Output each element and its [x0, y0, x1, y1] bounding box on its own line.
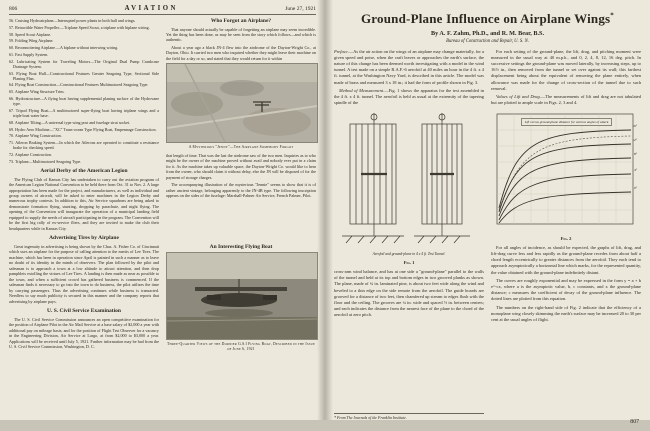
section-text: About a year ago a black JN-4 flew into the airdrome of the Dayton-Wright Co., at Dayton, Ohio. It carried two men who inquired whether they might leave their machine on the field for a day or so, and stated that they would return for it within: [166, 44, 316, 61]
column-spacer: [166, 201, 316, 240]
patent-list-item: 62. Lubricating System for Traveling Motors—The Original Dual Pump Crankcase Drainage System.: [9, 58, 159, 69]
patent-list-item: 56. Cruising Hydroairplane—Interrupted power plants in both hull and wings.: [9, 18, 136, 23]
patent-list-item: 59. Folding Wing Airplane.: [9, 38, 54, 44]
patent-list-item: 73. Triplane—Multimotored Seagoing Type.: [9, 158, 82, 164]
curve-label: 16°: [632, 123, 637, 128]
section-text: The accompanying illustration of the mysterious "Jennie" seems to show that it is of rather ancient vintage, belonging apparently to the JN-4B type. The following inscription appears on the sides of the fuselage: Marshall-Palmer Air Service, French Palmer, Pilot.: [166, 182, 316, 199]
paragraph-values: [491, 94, 641, 106]
section-heading-who-forgot: Who Forgot an Airplane?: [210, 18, 272, 24]
paragraph-text: —Fig. 1 shows the apparatus for the test assembled in the 4 ft. x 4 ft. tunnel. The aerofoil is held as usual at the extremity of the tapering spindle of the: [334, 87, 484, 106]
patent-list-item: 66. Hydrostructure—A flying boat having supplemental planing surface of the Hydrovane type.: [9, 96, 159, 107]
curve-label: 0°: [633, 185, 637, 190]
photo-caption: A Mysterious "Jenny"—The Airplane Somebody Forgot: [188, 144, 294, 149]
paragraph-text: For all angles of incidence, as should be expected, the graphs of lift, drag, and lift-drag curve less and less rapidly as the ground-plane recedes from about half a chord length eccentrically to greater distances from the aerofoil. They each tend to approach asymptotically a horizontal line which marks, for the represented quantity, the value obtained with the ground-plane indefinitely distant.: [491, 244, 641, 275]
article-title-footnote-marker: *: [610, 11, 614, 20]
section-text: that length of time. That was the last the airdrome saw of the two men. Inquiries as to who might be the owner of the machine proved without avail and nobody ever put in a claim for it. As the machine takes up valuable space, the Dayton-Wright Co. would like to hear from the owner, who should claim it without delay, else the JN will be disposed of for the payment of storage charges.: [166, 152, 316, 180]
section-heading-civil-service: U. S. Civil Service Examination: [47, 308, 121, 315]
issue-date: June 27, 1921: [285, 6, 316, 12]
patent-list-item: 57. Retractible Water Propeller.—Triplane Speed Scout, a triplane with biplane wiring.: [9, 24, 150, 30]
photo-caption: Three-Quarter Views of the Dornier G.S.I Flying Boat, Described in the Issue of June 6, 1921: [166, 341, 316, 351]
article-footnote: * From The Journals of the Franklin Institute.: [334, 413, 484, 421]
paragraph-text: —As the air action on the wings of an airplane may change materially, for a given speed and poise, when the craft leaves or approaches the earth's surface, the nature of this change has been deemed worth investigating with a model in the wind tunnel. A test made on a simple R.A.F.-6 aerofoil at 40 miles an hour in the 4 ft. x 4 ft. tunnel, at the Washington Navy Yard, is described in this article. The model was made of brass and measured 3 x 18 in.; it had the form of profile shown in Fig. 3.: [334, 48, 484, 85]
right-page-column-1: [334, 49, 484, 326]
patent-list-item: 68. Airplane Tilting—A universal type wing post and fuselage strut socket.: [9, 119, 131, 125]
right-page-column-2: [491, 49, 641, 326]
curve-label: 4°: [633, 167, 637, 172]
patent-list-item: 65. Airplane Wing Structure Trim.: [9, 89, 65, 95]
page-right: [325, 0, 650, 431]
left-page-columns: [9, 18, 316, 352]
curve-label: 8°: [633, 151, 637, 156]
section-heading-flying-boat: An Interesting Flying Boat: [209, 243, 273, 250]
figure-1: [334, 110, 484, 265]
page-number-left: 806: [9, 6, 18, 12]
paragraph-lead: Method of Measurement.: [339, 87, 385, 93]
patent-list-item: 69. Hydro Aero Machine—"XC" Trans-ocean Type Flying Boat, Empennage Construction.: [9, 126, 157, 132]
right-page-columns: [334, 49, 641, 326]
patent-list-item: 71. Aileron Braking System—In which the Ailerons are operated to constitute a resistance brake for checking speed.: [9, 140, 159, 151]
paragraph-text: For each setting of the ground-plane, the lift, drag, and pitching moment were measured in the usual way at 40 m.p.h., and 0, 2, 4, 8, 12, 16 deg. pitch. In successive settings the ground-plane was moved laterally, by increasing steps, up to 16½ in., then removed from the tunnel or set over against its wall; this farthest displacement being about the equivalent of removing the plane entirely, when allowance was made for the change of cross-section of the tunnel due to such removal.: [491, 48, 641, 91]
patent-list-item: 64. Flying Boat Construction—Constructional Features Multimotored Seagoing Type.: [9, 82, 149, 88]
section-text: Great ingenuity in advertising is being shown by the Chas. A. Fisher Co. of Cincinnati which uses an airplane for the purpose of calling attention to the merits of Lee Tires. The machine, which has been in operation since April is painted in such a manner as to leave no doubt of its identity in the minds of observers. The plan followed by the pilot and salesman is to approach a town at a low altitude to attract attention, and then drop pamphlets extolling the virtues of Lee Tires. A landing is then made as near as possible to the town, and when a sufficient crowd has gathered business is commenced. If the salesman finds it necessary to go into the town to do business, the pilot utilizes the time by carrying passengers. Thus the advertising continues while business is transacted. Needless to say much publicity is secured in this manner and the company reports that advertising by airplane pays.: [9, 243, 159, 304]
figure-2-inset-legend: Lift versus ground-plane distance for various angles of attack: [521, 118, 612, 126]
article-title-text: Ground-Plane Influence on Airplane Wings: [361, 11, 611, 26]
section-heading-advertising-tires: Advertising Tires by Airplane: [49, 235, 119, 242]
paragraph-text: cross-arm wind balance, and has at one side a "ground-plane" parallel to the walls of the tunnel and held at its top and bottom edges in two grooved planks as shown. The plane, made of ¾ in. laminated pine, is about two feet wide along the wind and beveled to a thin edge on the side remote from the aerofoil. The guide boards are grooved for a distance of two feet, then chamfered up stream to edges flush with the floor and the ceiling. The grooves are ¼ in. wide and spaced ½ in. between centers; and each indicates the distance from the nearest face of the plane to the chord of the aerofoil at zero pitch.: [334, 268, 484, 318]
section-text: That anyone should actually be capable of forgetting an airplane may seem incredible. Yet the thing has been done, as may be seen from the story which follows—and which is authentic.: [166, 26, 316, 43]
page-number-right: 807: [630, 419, 639, 425]
section-text: The Flying Club of Kansas City has undertaken to carry out the aviation program of the American Legion National Convention to be held there from Oct. 31 to Nov. 2. A large appropriation has been made for the project, and manufacturers, as well as individual and group owners of aircraft, will be asked to enter machines in the Legion Derby and numerous trophy contests. In addition to this, Air Service squadrons are being asked to demonstrate formation flying, stunting, dropping by parachute, and night flying. The opening of the Convention will inaugurate the operation of a municipal landing field equipped to supply the needs of aircraft participating in the program. The Convention will be the first big rally of ex-service fliers, and they are invited to make the club their headquarters while in Kansas City.: [9, 176, 159, 231]
patent-list-item: 63. Flying Boat Hull—Constructional Features Greater Seagoing Type, Sectional Side Planing Flan.: [9, 70, 159, 81]
patent-list-item: 70. Airplane Wing Construction.: [9, 133, 62, 139]
figure-1-caption: Aerofoil and ground-plane in 4 x 4 ft. Test Tunnel.: [372, 251, 446, 256]
section-text: The U. S. Civil Service Commission announces an open competitive examination for the position of Airplane Pilot in the Air Mail Service at a base salary of $2,000 a year with additional pay on mileage basis; and for the position of Flight Test Observer for a vacancy in the Engineering Division, Air Service at Largo, at from $2,000 to $3,000 a year. Applications will be received until July 5, 1921. Further information may be had from the U. S. Civil Service Commission, Washington, D. C.: [9, 316, 159, 350]
page-header: [9, 5, 316, 15]
article-byline: By A. F. Zahm, Ph.D., and R. M. Bear, B.S.: [431, 30, 544, 37]
paragraph-method: [334, 88, 484, 107]
patent-list-item: 72. Airplane Construction.: [9, 152, 52, 158]
left-page-column-1: [9, 18, 159, 352]
paragraph-text: The numbers on the right-hand side of Fig. 2 indicate that the efficiency of a monoplane wing closely skimming the earth's surface may be increased 20 to 30 per cent at the usual angles of flight.: [491, 304, 641, 323]
jenny-aerial-photo: [166, 63, 318, 143]
article-affiliation: Bureau of Construction and Repair, U. S. N.: [446, 38, 529, 44]
article-title: [334, 11, 641, 27]
left-page-column-2: [166, 18, 316, 352]
paragraph-lead: Preface.: [334, 48, 349, 54]
paragraph-lead: Values of Lift and Drag.: [496, 94, 541, 100]
dornier-flying-boat-photo: [166, 252, 318, 340]
paragraph-preface: [334, 49, 484, 86]
figure-1-label: Fig. 1: [403, 259, 415, 265]
curve-label: 12°: [632, 137, 637, 142]
paragraph-text: —The measurements of lift and drag are not tabulated but are plotted to ample scale in Figs. 2, 3 and 4.: [491, 94, 641, 106]
paragraph-text: The curves are roughly exponential and may be expressed in the form y = a + b e^-cx, where a is the asymptotic value, b, c constants, and x the ground-plane distance; c measures the coefficient of decay of the ground-plane influence. The dotted lines are plotted from this equation.: [491, 277, 641, 302]
figure-2-label: Fig. 2: [560, 235, 572, 241]
figure-2: [491, 110, 641, 241]
journal-title: AVIATION: [124, 5, 178, 12]
patent-list-item: 58. Speed Scout Airplane.: [9, 31, 52, 37]
apparatus-diagram: [334, 110, 482, 246]
section-heading-aerial-derby: Aerial Derby of the American Legion: [40, 168, 128, 175]
patent-list-item: 67. Tripod Flying Boat—A multimotored super-flying boat having triplane wings and a triple boat water base.: [9, 107, 159, 119]
patent-list-item: 60. Reconnoitering Airplane.—A biplane without interwing wiring.: [9, 45, 119, 51]
lift-curves-chart: [491, 110, 639, 230]
patent-list-item: 61. Fast Supply System.: [9, 51, 49, 57]
